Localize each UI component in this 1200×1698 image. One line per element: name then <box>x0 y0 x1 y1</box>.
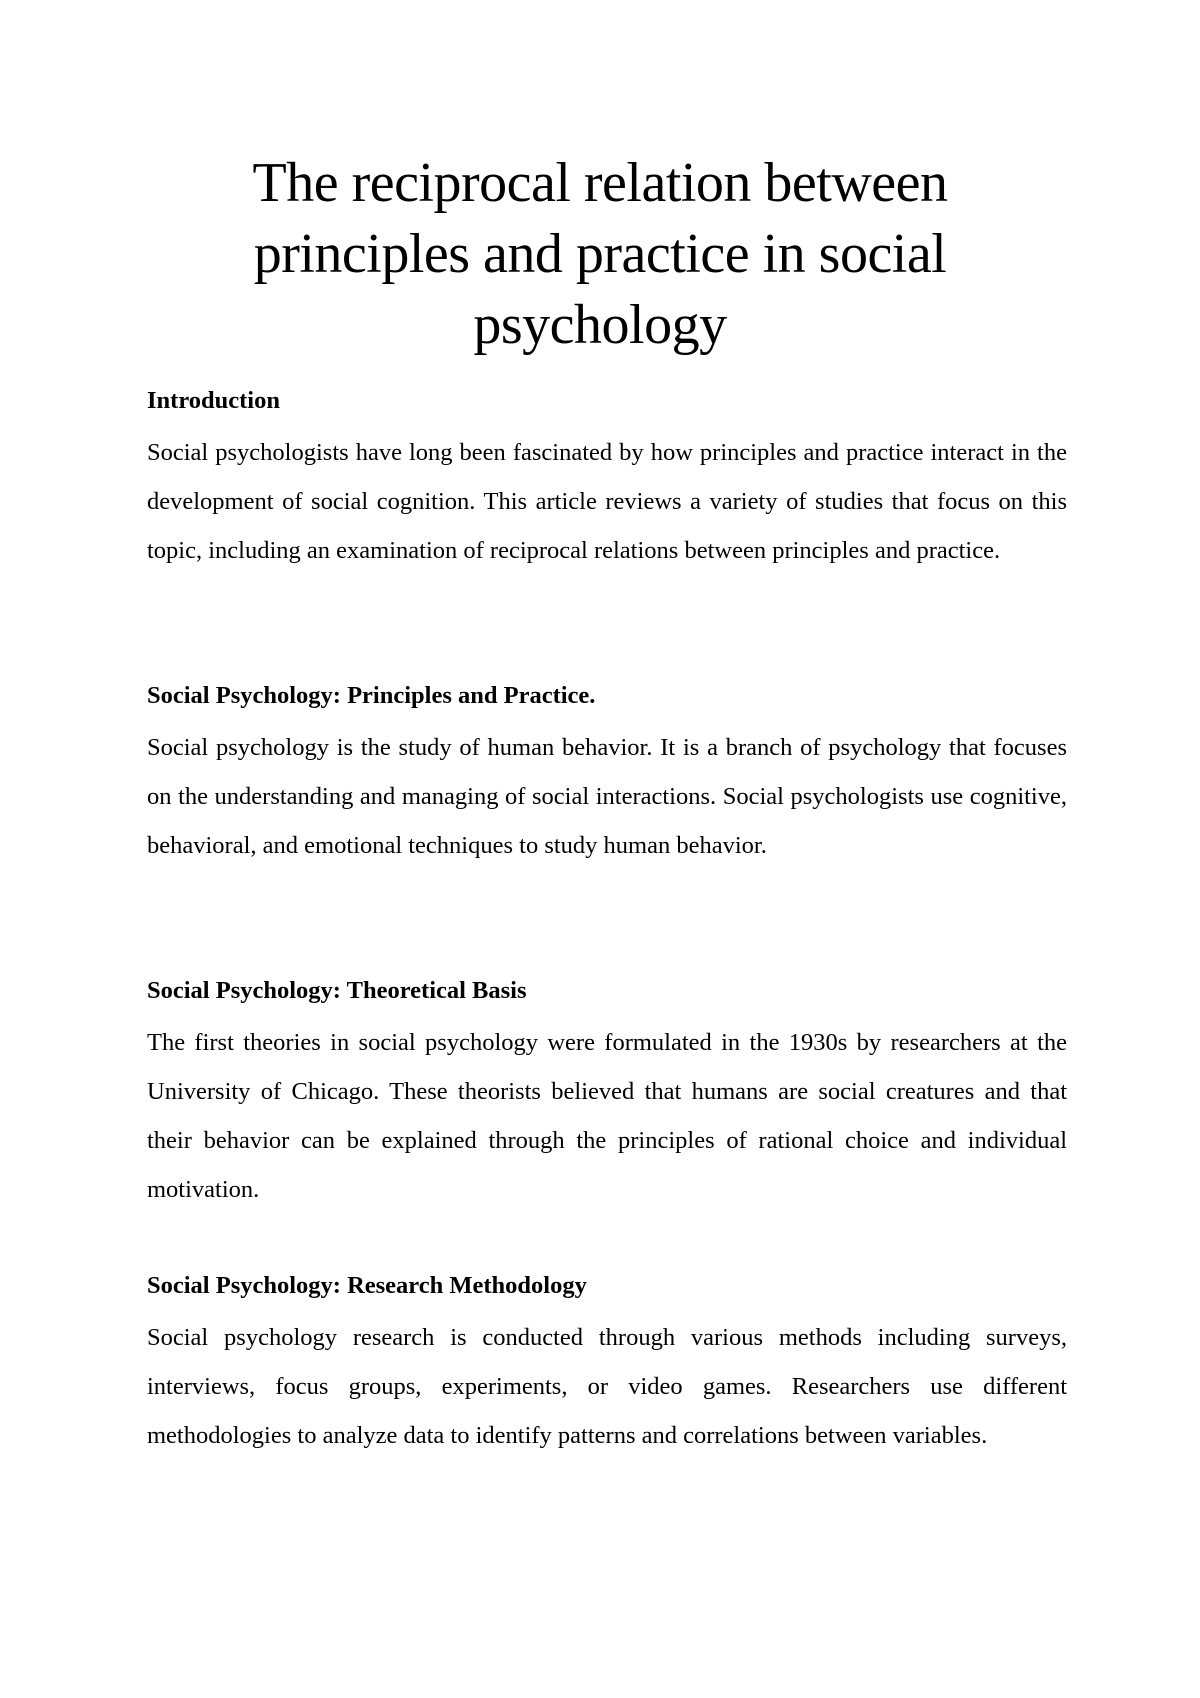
section-research-methodology <box>147 1271 1067 1460</box>
section-paragraph: Social psychology is the study of human behavior. It is a branch of psychology that focuses on the understanding and managing of social interactions. Social psychologists use cognitive, behavioral, and emotional techniques to study human behavior. <box>147 734 1067 859</box>
document-title: The reciprocal relation between principles and practice in social psychology <box>252 152 948 356</box>
section-paragraph: The first theories in social psychology were formulated in the 1930s by researchers at the University of Chicago. These theorists believed that humans are social creatures and that their behavior can be explained through the principles of rational choice and individual motivation. <box>147 1029 1067 1203</box>
section-heading: Social Psychology: Research Methodology <box>147 1272 587 1299</box>
section-paragraph: Social psychology research is conducted through various methods including surveys, interviews, focus groups, experiments, or video games. Researchers use different methodologies to analyze data to identify patterns and correlations between variables. <box>147 1324 1067 1449</box>
section-heading: Introduction <box>147 387 280 414</box>
section-theoretical-basis <box>147 976 1067 1214</box>
section-heading: Social Psychology: Theoretical Basis <box>147 977 527 1004</box>
section-heading: Social Psychology: Principles and Practice. <box>147 682 596 709</box>
section-introduction <box>147 386 1067 575</box>
section-principles-and-practice <box>147 681 1067 870</box>
section-paragraph: Social psychologists have long been fascinated by how principles and practice interact in the development of social cognition. This article reviews a variety of studies that focus on this topic, including an examination of reciprocal relations between principles and practice. <box>147 439 1067 564</box>
